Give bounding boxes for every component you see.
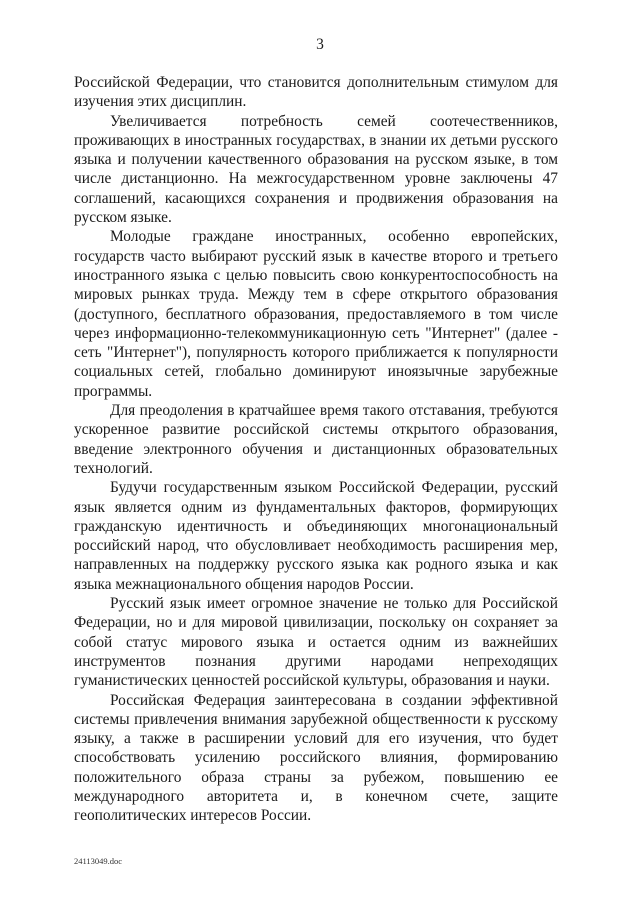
paragraph-world-civilization: Русский язык имеет огромное значение не только для Российской Федерации, но и для мировой цивилизации, поскольку он сохраняет за собой статус мирового языка и остается одним из важнейших инструментов познания другими народами непреходящих гуманистических ценностей российской культуры, образования и науки. [74,595,558,690]
paragraph-continuation: Российской Федерации, что становится дополнительным стимулом для изучения этих дисциплин. [74,74,558,111]
paragraph-state-language: Будучи государственным языком Российской Федерации, русский язык является одним из фундаментальных факторов, формирующих гражданскую идентичность и объединяющих многонациональный российский народ, что обусловливает необходимость расширения мер, направленных на поддержку русского языка как родного языка и как языка межнационального общения народов России. [74,479,558,593]
paragraph-overcoming-lag: Для преодоления в кратчайшее время такого отставания, требуются ускоренное развитие российской системы открытого образования, введение электронного обучения и дистанционных образовательных технологий. [74,402,558,477]
page-number: 3 [316,36,324,53]
footer-file-name: 24113049.doc [74,856,123,866]
document-body [74,73,558,826]
paragraph-compatriots-demand: Увеличивается потребность семей соотечественников, проживающих в иностранных государствах, в знании их детьми русского языка и получении качественного образования на русском языке, в том числе дистанционно. На межгосударственном уровне заключены 47 соглашений, касающихся сохранения и продвижения образования на русском языке. [74,112,558,227]
paragraph-young-foreigners: Молодые граждане иностранных, особенно европейских, государств часто выбирают русский язык в качестве второго и третьего иностранного языка с целью повысить свою конкурентоспособность на мировых рынках труда. Между тем в сфере открытого образования (доступного, бесплатного образования, предоставляемого в том числе через информационно-телекоммуникационную сеть "Интернет" (далее - сеть "Интернет"), популярность которого приближается к популярности социальных сетей, глобально доминируют иноязычные зарубежные программы. [74,228,558,400]
paragraph-russian-interest: Российская Федерация заинтересована в создании эффективной системы привлечения внимания зарубежной общественности к русскому языку, а также в расширении условий для его изучения, что будет способствовать усилению российского влияния, формированию положительного образа страны за рубежом, повышению ее международного авторитета и, в конечном счете, защите геополитических интересов России. [74,691,558,825]
